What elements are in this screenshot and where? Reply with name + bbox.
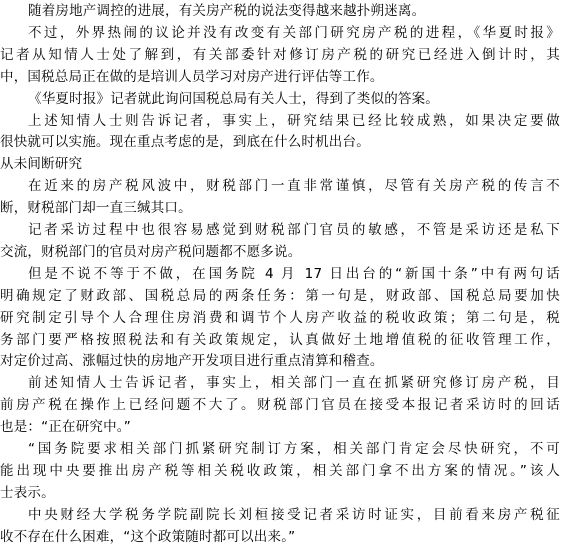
text-line: 《华夏时报》记者就此询问国税总局有关人士，得到了类似的答案。 bbox=[28, 90, 439, 107]
text-line: 不过，外界热闹的议论并没有改变有关部门研究房产税的进程，《华夏时报》 bbox=[28, 24, 560, 41]
text-line: 在近来的房产税风波中，财税部门一直非常谨慎，尽管有关房产税的传言不 bbox=[28, 178, 560, 195]
text-line: 前述知情人士告诉记者，事实上，相关部门一直在抓紧研究修订房产税，目 bbox=[28, 375, 560, 392]
text-line: 记者采访过程中也很容易感觉到财税部门官员的敏感，不管是采访还是私下 bbox=[28, 222, 560, 238]
text-line: 研究制定引导个人合理住房消费和调节个人房产收益的税收政策；第二句是，税 bbox=[0, 309, 560, 326]
text-line: 对定价过高、涨幅过快的房地产开发项目进行重点清算和稽查。 bbox=[0, 353, 384, 370]
text-line: 断，财税部门却一直三缄其口。 bbox=[0, 200, 192, 217]
text-line: 随着房地产调控的进展，有关房产税的说法变得越来越扑朔迷离。 bbox=[28, 3, 426, 19]
text-line: 但是不说不等于不做，在国务院 4 月 17 日出台的“新国十条”中有两句话 bbox=[28, 265, 560, 282]
text-line: 中，国税总局正在做的是培训人员学习对房产进行评估等工作。 bbox=[0, 68, 384, 85]
text-line: 明确规定了财政部、国税总局的两条任务：第一句是，财政部、国税总局要加快 bbox=[0, 287, 560, 304]
text-line: 收不存在什么困难，“这个政策随时都可以出来。” bbox=[0, 528, 296, 545]
text-line: 记者从知情人士处了解到，有关部委针对修订房产税的研究已经进入倒计时，其 bbox=[0, 46, 560, 63]
text-line: 士表示。 bbox=[0, 484, 55, 501]
text-line: 也是：“正在研究中。” bbox=[0, 419, 131, 436]
text-line: 能出现中央要推出房产税等相关税收政策，相关部门拿不出方案的情况。”该人 bbox=[0, 462, 560, 479]
text-line: 务部门要严格按照税法和有关政策规定，认真做好土地增值税的征收管理工作， bbox=[0, 331, 560, 348]
text-line: 从未间断研究 bbox=[0, 156, 83, 173]
text-line: “国务院要求相关部门抓紧研究制订方案，相关部门肯定会尽快研究，不可 bbox=[28, 441, 560, 457]
text-line: 前房产税在操作上已经问题不大了。财税部门官员在接受本报记者采访时的回话 bbox=[0, 397, 560, 414]
text-line: 中央财经大学税务学院副院长刘桓接受记者采访时证实，目前看来房产税征 bbox=[28, 506, 560, 523]
text-line: 很快就可以实施。现在重点考虑的是，到底在什么时机出台。 bbox=[0, 134, 370, 151]
text-line: 交流，财税部门的官员对房产税问题都不愿多说。 bbox=[0, 243, 302, 260]
text-line: 上述知情人士则告诉记者，事实上，研究结果已经比较成熟，如果决定要做 bbox=[28, 112, 560, 129]
